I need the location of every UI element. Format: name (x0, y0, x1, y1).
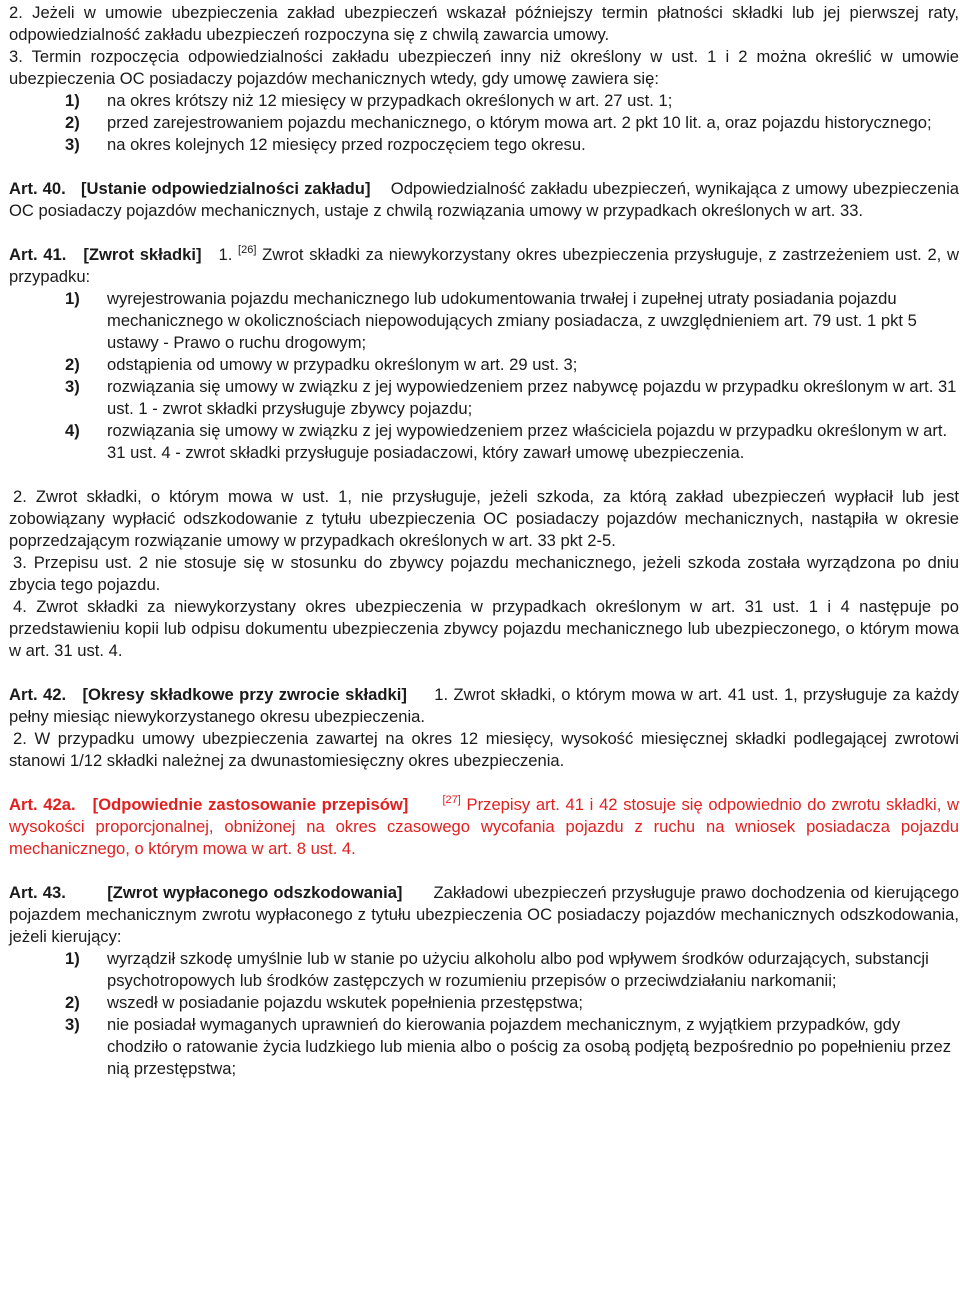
article-41-ust-3: 3. Przepisu ust. 2 nie stosuje się w stosunku do zbywcy pojazdu mechanicznego, jeżeli szkoda została wyrządzona po dniu zbycia tego pojazdu. (9, 553, 959, 594)
footnote-ref: [27] (442, 794, 461, 806)
list-item (65, 992, 959, 1014)
list-item (65, 1014, 959, 1080)
list-item (65, 134, 959, 156)
article-41-ust-2: 2. Zwrot składki, o którym mowa w ust. 1, nie przysługuje, jeżeli szkoda, za którą zakład ubezpieczeń wypłacił lub jest zobowiązany wypłacić odszkodowanie z tytułu ubezpieczenia OC posiadaczy pojazdów mechanicznych, nastąpiła w okresie poprzedzającym rozwiązanie umowy w przypadkach określonych w art. 33 pkt 2-5. (9, 487, 959, 550)
item-number: 1) (65, 289, 80, 308)
list-item (65, 354, 959, 376)
article-title: [Odpowiednie zastosowanie przepisów] (92, 795, 409, 814)
item-text: przed zarejestrowaniem pojazdu mechanicznego, o którym mowa art. 2 pkt 10 lit. a, oraz pojazdu historycznego; (107, 113, 932, 132)
article-number: Art. 42. (9, 685, 67, 704)
article-number: Art. 43. (9, 883, 66, 902)
item-text: wyrządził szkodę umyślnie lub w stanie po użyciu alkoholu albo pod wpływem środków odurzających, substancji psychotropowych lub środków zastępczych w rozumieniu przepisów o przeciwdziałaniu narkomanii; (107, 949, 929, 990)
item-text: rozwiązania się umowy w związku z jej wypowiedzeniem przez właściciela pojazdu w przypadku określonym w art. 31 ust. 4 - zwrot składki przysługuje posiadaczowi, który zawarł umowę ubezpieczenia. (107, 421, 948, 462)
article-42a (9, 794, 959, 860)
article-number: Art. 41. (9, 245, 67, 264)
article-42-ust-2: 2. W przypadku umowy ubezpieczenia zawartej na okres 12 miesięcy, wysokość miesięcznej składki podlegającej zwrotowi stanowi 1/12 składki należnej za dwunastomiesięczny okres ubezpieczenia. (9, 729, 959, 770)
article-text: Zwrot składki za niewykorzystany okres ubezpieczenia przysługuje, z zastrzeżeniem ust. 2, w przypadku: (9, 245, 959, 286)
article-number: Art. 40. (9, 179, 66, 198)
item-text: na okres krótszy niż 12 miesięcy w przypadkach określonych w art. 27 ust. 1; (107, 91, 673, 110)
article-43 (9, 882, 959, 948)
article-title: [Ustanie odpowiedzialności zakładu] (80, 179, 371, 198)
intro-ust-3: 3. Termin rozpoczęcia odpowiedzialności zakładu ubezpieczeń inny niż określony w ust. 1 i 2 można określić w umowie ubezpieczenia OC posiadaczy pojazdów mechanicznych wtedy, gdy umowę zawiera się: (9, 47, 959, 88)
intro-ust-2: 2. Jeżeli w umowie ubezpieczenia zakład ubezpieczeń wskazał późniejszy termin płatności składki lub jej pierwszej raty, odpowiedzialność zakładu ubezpieczeń rozpoczyna się z chwilą zawarcia umowy. (9, 3, 959, 44)
article-text: 1. Zwrot składki, o którym mowa w art. 41 ust. 1, przysługuje za każdy pełny miesiąc niewykorzystanego okresu ubezpieczenia. (9, 685, 959, 726)
item-number: 1) (65, 949, 80, 968)
article-number: Art. 42a. (9, 795, 76, 814)
list-item (65, 90, 959, 112)
item-text: rozwiązania się umowy w związku z jej wypowiedzeniem przez nabywcę pojazdu w przypadku określonym w art. 31 ust. 1 - zwrot składki przysługuje zbywcy pojazdu; (107, 377, 957, 418)
item-number: 4) (65, 421, 80, 440)
item-number: 1) (65, 91, 80, 110)
article-text: Przepisy art. 41 i 42 stosuje się odpowiednio do zwrotu składki, w wysokości proporcjonalnej, obniżonej na okres czasowego wycofania pojazdu z ruchu na wniosek posiadacza pojazdu mechanicznego, o którym mowa w art. 8 ust. 4. (9, 795, 959, 858)
list-item (65, 420, 959, 464)
item-text: wyrejestrowania pojazdu mechanicznego lub udokumentowania trwałej i zupełnej utraty posiadania pojazdu mechanicznego w okolicznościach niepowodujących zmiany posiadacza, z uwzględnieniem art. 79 ust. 1 pkt 5 ustawy - Prawo o ruchu drogowym; (107, 289, 917, 352)
item-text: wszedł w posiadanie pojazdu wskutek popełnienia przestępstwa; (107, 993, 583, 1012)
item-number: 2) (65, 993, 80, 1012)
item-text: odstąpienia od umowy w przypadku określonym w art. 29 ust. 3; (107, 355, 578, 374)
list-item (65, 288, 959, 354)
item-number: 3) (65, 377, 80, 396)
article-text: Odpowiedzialność zakładu ubezpieczeń, wynikająca z umowy ubezpieczenia OC posiadaczy pojazdów mechanicznych, ustaje z chwilą rozwiązania umowy w przypadkach określonych w art. 33. (9, 179, 959, 220)
list-item (65, 376, 959, 420)
article-41-ust-4: 4. Zwrot składki za niewykorzystany okres ubezpieczenia w przypadkach określonym w art. 31 ust. 1 i 4 następuje po przedstawieniu kopii lub odpisu dokumentu ubezpieczenia zbywcy pojazdu mechanicznego lub ubezpieczonego, o którym mowa w art. 31 ust. 4. (9, 597, 959, 660)
article-text: Zakładowi ubezpieczeń przysługuje prawo dochodzenia od kierującego pojazdem mechanicznym zwrotu wypłaconego z tytułu ubezpieczenia OC posiadaczy pojazdów mechanicznych odszkodowania, jeżeli kierujący: (9, 883, 960, 946)
list-item (65, 948, 959, 992)
footnote-ref: [26] (238, 244, 257, 256)
item-text: nie posiadał wymaganych uprawnień do kierowania pojazdem mechanicznym, z wyjątkiem przypadków, gdy chodziło o ratowanie życia ludzkiego lub mienia albo o pościg za osobą podjętą bezpośrednio po popełnieniu przez nią przestępstwa; (107, 1015, 952, 1078)
article-title: [Zwrot wypłaconego odszkodowania] (107, 883, 403, 902)
document-page (9, 2, 959, 1080)
item-number: 2) (65, 113, 80, 132)
article-title: [Zwrot składki] (83, 245, 202, 264)
article-42 (9, 684, 959, 728)
item-text: na okres kolejnych 12 miesięcy przed rozpoczęciem tego okresu. (107, 135, 586, 154)
item-number: 2) (65, 355, 80, 374)
ust-number: 1. (218, 245, 233, 264)
article-title: [Okresy składkowe przy zwrocie składki] (82, 685, 407, 704)
item-number: 3) (65, 1015, 80, 1034)
article-40 (9, 178, 959, 222)
item-number: 3) (65, 135, 80, 154)
article-41 (9, 244, 959, 288)
list-item (65, 112, 959, 134)
